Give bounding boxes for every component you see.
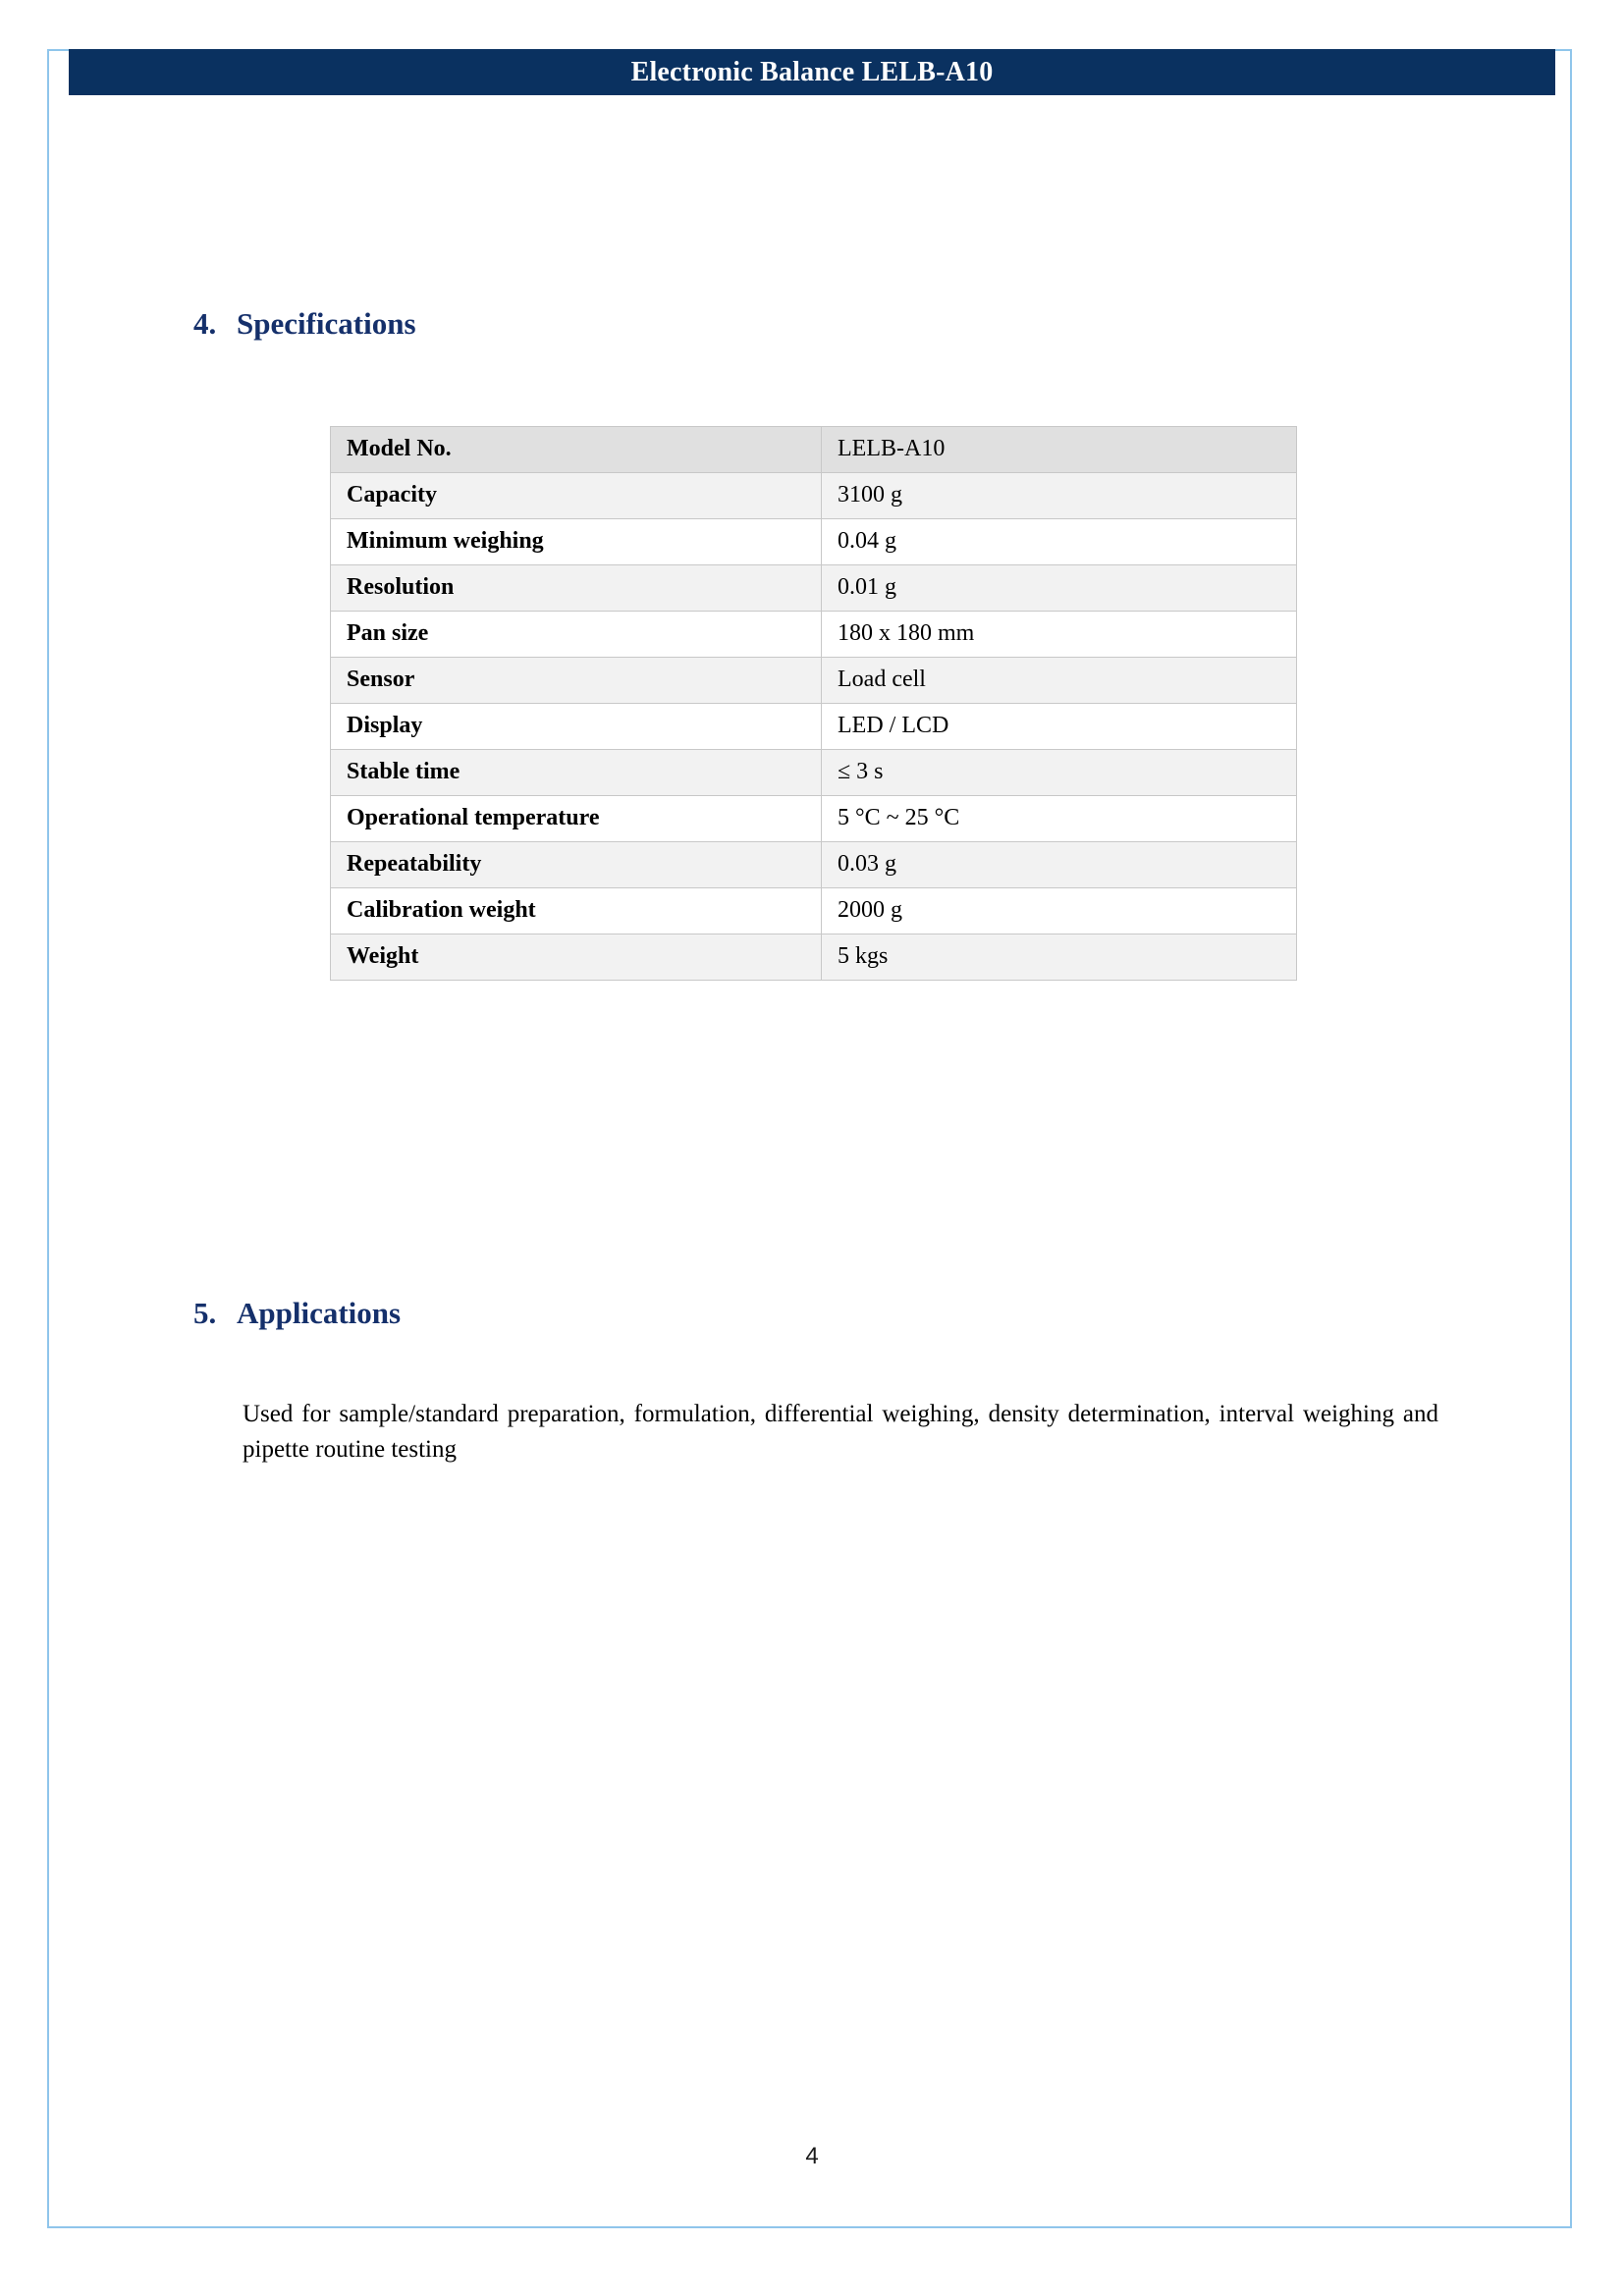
table-row: [331, 519, 1297, 565]
table-row: [331, 473, 1297, 519]
table-cell-value: 0.01 g: [822, 565, 1297, 612]
table-cell-value: LED / LCD: [822, 704, 1297, 750]
table-row: [331, 612, 1297, 658]
table-row: [331, 427, 1297, 473]
table-cell-value: 5 °C ~ 25 °C: [822, 796, 1297, 842]
table-cell-label: Display: [331, 704, 822, 750]
section-heading-specifications: [193, 306, 416, 342]
table-cell-value: 5 kgs: [822, 934, 1297, 981]
section-number-applications: 5.: [193, 1296, 217, 1330]
table-row: [331, 750, 1297, 796]
table-row: [331, 796, 1297, 842]
table-cell-value: 3100 g: [822, 473, 1297, 519]
table-cell-value: Load cell: [822, 658, 1297, 704]
document-title: Electronic Balance LELB-A10: [630, 56, 994, 87]
table-cell-label: Minimum weighing: [331, 519, 822, 565]
table-cell-value: LELB-A10: [822, 427, 1297, 473]
section-title-specifications: Specifications: [237, 306, 416, 341]
table-row: [331, 842, 1297, 888]
table-row: [331, 934, 1297, 981]
section-number-specifications: 4.: [193, 306, 217, 341]
table-cell-label: Calibration weight: [331, 888, 822, 934]
table-cell-label: Stable time: [331, 750, 822, 796]
page-number: 4: [805, 2143, 819, 2169]
table-cell-label: Capacity: [331, 473, 822, 519]
table-row: [331, 565, 1297, 612]
table-row: [331, 658, 1297, 704]
table-row: [331, 704, 1297, 750]
section-heading-applications: [193, 1296, 401, 1331]
table-cell-label: Pan size: [331, 612, 822, 658]
table-cell-value: 0.03 g: [822, 842, 1297, 888]
table-cell-value: 0.04 g: [822, 519, 1297, 565]
table-cell-label: Operational temperature: [331, 796, 822, 842]
table-row: [331, 888, 1297, 934]
table-cell-value: 180 x 180 mm: [822, 612, 1297, 658]
specifications-table: [330, 426, 1297, 981]
section-title-applications: Applications: [237, 1296, 402, 1330]
table-cell-label: Model No.: [331, 427, 822, 473]
table-cell-label: Resolution: [331, 565, 822, 612]
table-cell-label: Weight: [331, 934, 822, 981]
table-cell-label: Repeatability: [331, 842, 822, 888]
table-cell-value: 2000 g: [822, 888, 1297, 934]
applications-body-text: Used for sample/standard preparation, formulation, differential weighing, density determination, interval weighing and pipette routine testing: [243, 1401, 1438, 1463]
table-cell-label: Sensor: [331, 658, 822, 704]
table-cell-value: ≤ 3 s: [822, 750, 1297, 796]
